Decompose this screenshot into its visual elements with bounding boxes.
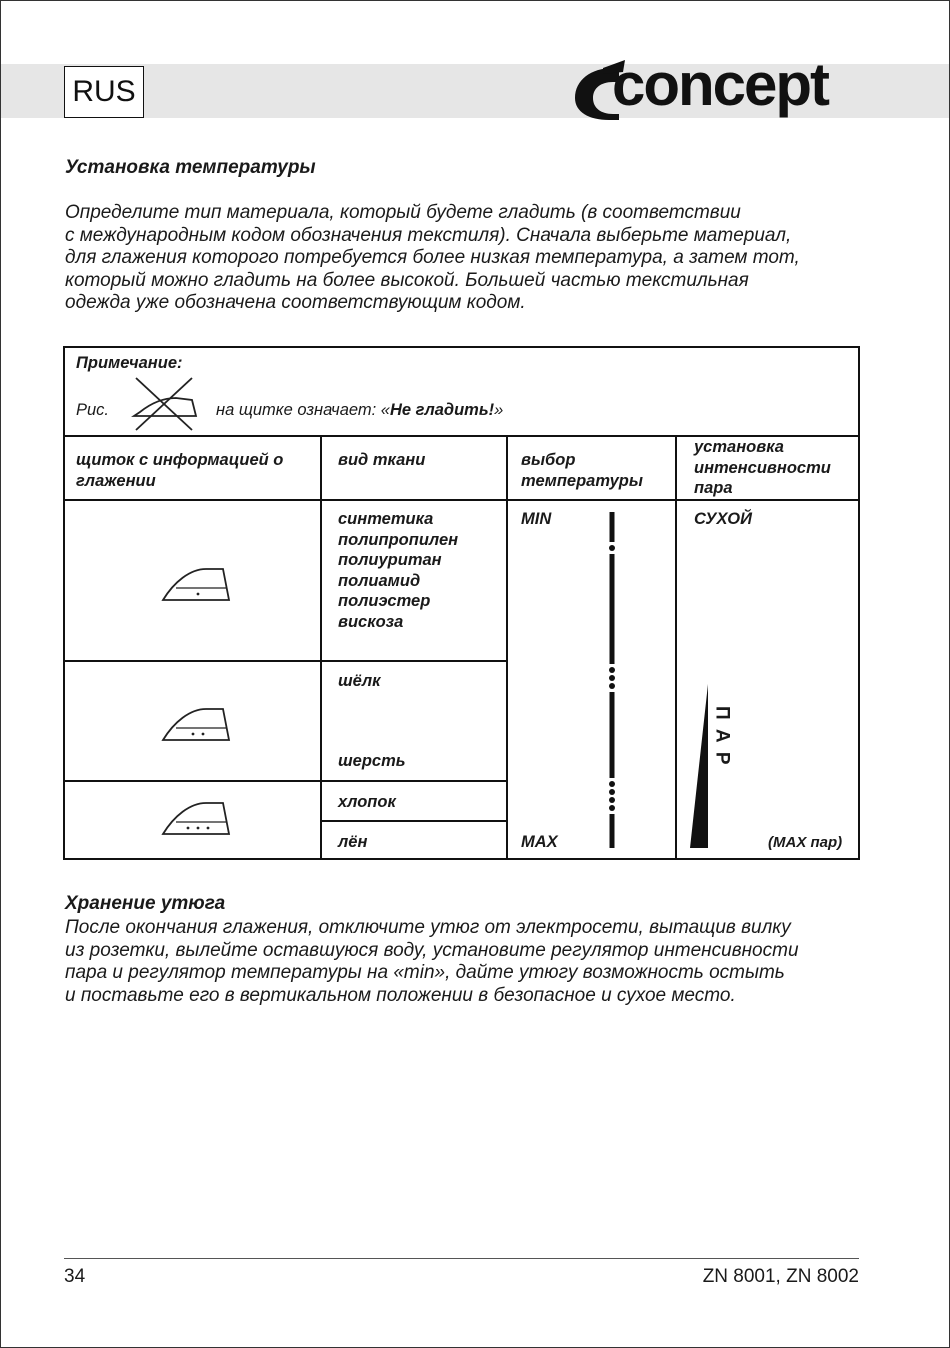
header-col-fabric: вид ткани bbox=[338, 451, 426, 469]
fabric-silk: шёлк bbox=[338, 672, 381, 690]
fabric-cotton: хлопок bbox=[338, 793, 396, 811]
page-number: 34 bbox=[64, 1266, 86, 1287]
header-col-label-info: щиток с информацией о глажении bbox=[76, 451, 284, 490]
paragraph-temperature bbox=[65, 202, 859, 315]
steam-label: П А Р bbox=[711, 706, 733, 767]
note-end: » bbox=[494, 401, 504, 419]
fabric-item: полиамид bbox=[338, 571, 421, 590]
paragraph-line: и поставьте его в вертикальном положении в безопасное и сухое место. bbox=[65, 984, 736, 1006]
note-bold: Не гладить! bbox=[389, 401, 495, 419]
fabric-item: вискоза bbox=[338, 612, 404, 631]
header-col-temperature: выбор температуры bbox=[521, 451, 643, 490]
fabric-wool: шерсть bbox=[338, 752, 406, 770]
temp-min-label: MIN bbox=[521, 510, 552, 528]
note-middle: на щитке означает: « bbox=[216, 401, 390, 419]
fabric-item: полиэстер bbox=[338, 592, 431, 610]
section-title-temperature: Установка температуры bbox=[65, 157, 316, 178]
fabric-item: полипропилен bbox=[338, 530, 459, 549]
temp-max-label: MAX bbox=[521, 833, 558, 851]
note-prefix: Рис. bbox=[76, 401, 110, 419]
paragraph-line: одежда уже обозначена соответствующим кодом. bbox=[65, 292, 526, 313]
iron-crossed-icon bbox=[126, 376, 202, 432]
logo-wordmark: concept bbox=[612, 51, 829, 118]
paragraph-line: После окончания глажения, отключите утюг от электросети, вытащив вилку bbox=[65, 917, 791, 938]
paragraph-line: который можно гладить на более высокой. Большей частью текстильная bbox=[65, 269, 749, 291]
paragraph-line: с международным кодом обозначения текстиля). Сначала выберьте материал, bbox=[65, 224, 792, 246]
fabric-linen: лён bbox=[338, 833, 368, 851]
paragraph-line: пара и регулятор температуры на «min», дайте утюгу возможность остыть bbox=[65, 962, 785, 983]
steam-dry-label: СУХОЙ bbox=[694, 510, 752, 528]
note-title: Примечание: bbox=[76, 354, 183, 372]
fabric-list-low bbox=[338, 509, 458, 632]
fabric-item: синтетика bbox=[338, 510, 434, 528]
section-title-storage: Хранение утюга bbox=[65, 893, 226, 914]
paragraph-storage bbox=[65, 917, 859, 1007]
paragraph-line: Определите тип материала, который будете гладить (в соответствии bbox=[65, 202, 741, 223]
steam-max-label: (MAX пар) bbox=[768, 834, 843, 851]
paragraph-line: для глажения которого потребуется более низкая температура, а затем тот, bbox=[65, 247, 800, 268]
iron-two-dots-icon bbox=[160, 706, 232, 744]
fabric-item: полиуритан bbox=[338, 551, 442, 569]
iron-three-dots-icon bbox=[160, 800, 232, 838]
paragraph-line: из розетки, вылейте оставшуюся воду, установите регулятор интенсивности bbox=[65, 939, 799, 961]
language-badge: RUS bbox=[64, 66, 144, 118]
footer-divider bbox=[64, 1258, 859, 1259]
steam-wedge bbox=[686, 682, 710, 850]
iron-one-dot-icon bbox=[160, 566, 232, 604]
temperature-scale bbox=[602, 510, 622, 850]
note-description bbox=[216, 401, 503, 420]
model-number: ZN 8001, ZN 8002 bbox=[702, 1266, 859, 1287]
header-col-steam: установка интенсивности пара bbox=[694, 438, 831, 497]
